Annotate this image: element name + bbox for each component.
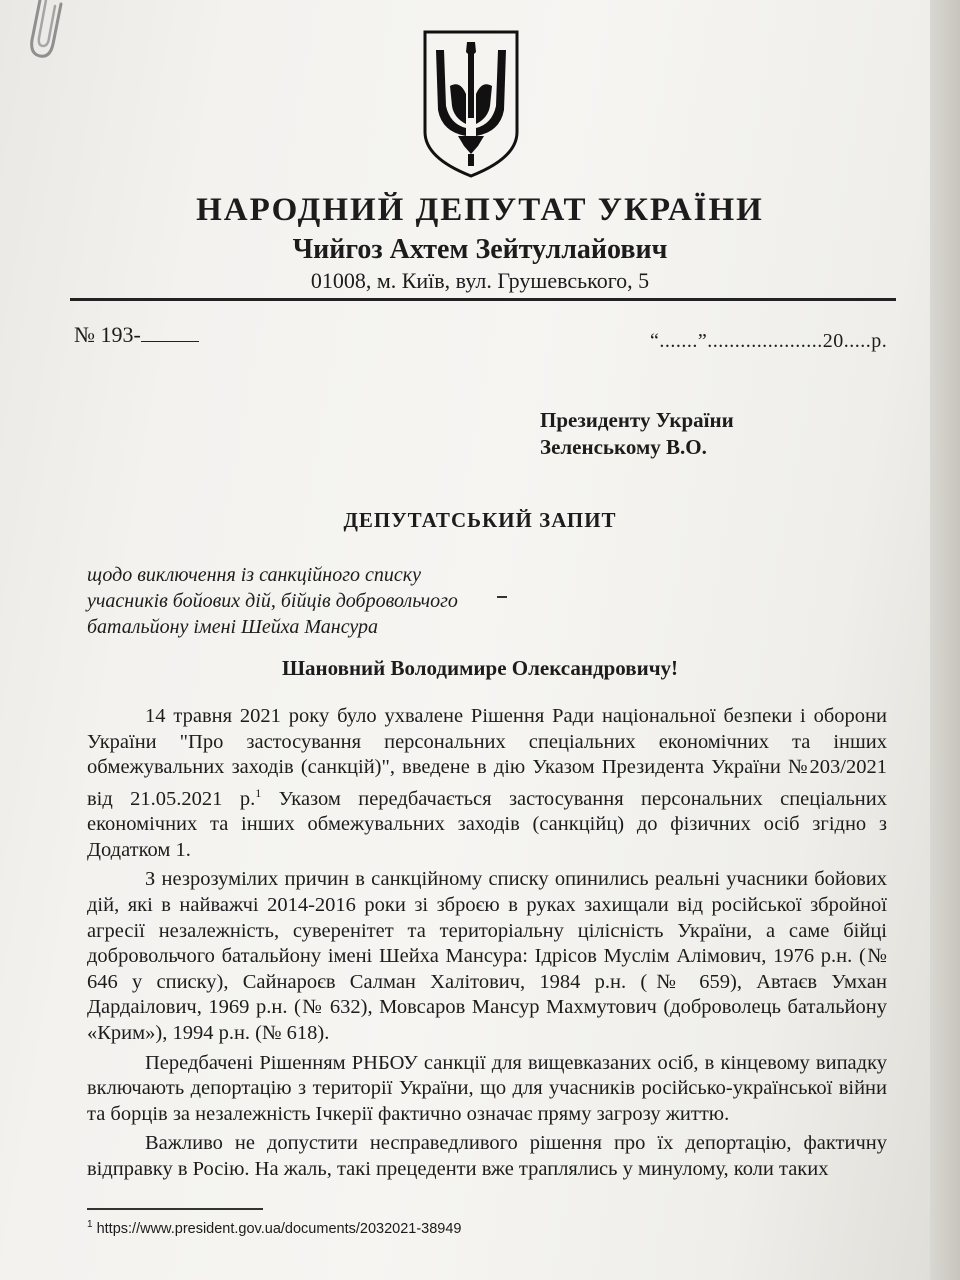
paragraph-1-text-b: Указом передбачається застосування персональних спеціальних економічних та інших обмежувальних заходів (санкційц) до фізичних осіб згідно з Додатком 1. [87, 787, 887, 861]
addressee-line-2: Зеленському В.О. [540, 435, 707, 459]
greeting: Шановний Володимире Олександровичу! [281, 656, 679, 680]
subject-line: батальйону імені Шейха Мансура [87, 616, 379, 638]
paperclip-icon [26, 0, 66, 62]
header-divider [70, 298, 896, 301]
paragraph-1 [87, 704, 887, 863]
addressee [540, 407, 734, 461]
paragraph-1-text-a: 14 травня 2021 року було ухвалене Рішення Ради національної безпеки і оборони України "Про застосування персональних спеціальних економічних та інших обмежувальних заходів (санкцій)", введене в дію Указом Президента України №203/2021 від 21.05.2021 р. [87, 705, 887, 810]
paragraph-3: Передбачені Рішенням РНБОУ санкції для вищевказаних осіб, в кінцевому випадку включають депортацію з території України, що для учасників російсько-української війни та борців за незалежність Ічкерії фактично означає пряму загрозу життю. [87, 1051, 887, 1125]
footnote-link: https://www.president.gov.ua/documents/2032021-38949 [92, 1220, 462, 1237]
document-title: ДЕПУТАТСЬКИЙ ЗАПИТ [343, 508, 617, 532]
document-number [74, 322, 199, 348]
subject-line: учасників бойових дій, бійців добровольчого [87, 590, 458, 612]
document-body [87, 704, 887, 1187]
document-subject [87, 562, 458, 640]
coat-of-arms-trident-icon [420, 28, 522, 178]
paragraph-4: Важливо не допустити несправедливого рішення про їх депортацію, фактичну відправку в Росію. На жаль, такі прецеденти вже траплялись у минулому, коли таких [87, 1132, 887, 1180]
header-title: НАРОДНИЙ ДЕПУТАТ УКРАЇНИ [196, 192, 764, 228]
stray-dash-mark [497, 596, 507, 598]
page-edge-shadow [930, 0, 960, 1280]
document-number-blank [141, 323, 199, 342]
subject-line: щодо виключення із санкційного списку [87, 564, 422, 586]
header-address: 01008, м. Київ, вул. Грушевського, 5 [310, 268, 650, 293]
paragraph-2: З незрозумілих причин в санкційному списку опинились реальні учасники бойових дій, які в найважчі 2014-2016 роки зі зброєю в руках захищали від російської збройної агресії незалежність, суверенітет та територіальну цілісність України, а саме бійці добровольчого батальйону імені Шейха Мансура: Ідрісов Муслім Алімович, 1976 р.н. (№ 646 у списку), Сайнароєв Салман Халітович, 1984 р.н. (№ 659), Автаєв Умхан Дардаілович, 1969 р.н. (№ 632), Мовсаров Мансур Махмутович (доброволець батальйону «Крим»), 1994 р.н. (№ 618). [87, 868, 887, 1044]
header-name: Чийгоз Ахтем Зейтуллайович [292, 234, 668, 265]
footnote [87, 1219, 461, 1237]
footnote-divider [87, 1208, 263, 1210]
footnote-mark: 1 [87, 1219, 93, 1230]
addressee-line-1: Президенту України [540, 408, 734, 432]
footnote-reference: 1 [255, 785, 262, 800]
document-date-line: “.......”.....................20.....р. [650, 330, 888, 352]
document-number-label: № 193- [74, 322, 141, 347]
